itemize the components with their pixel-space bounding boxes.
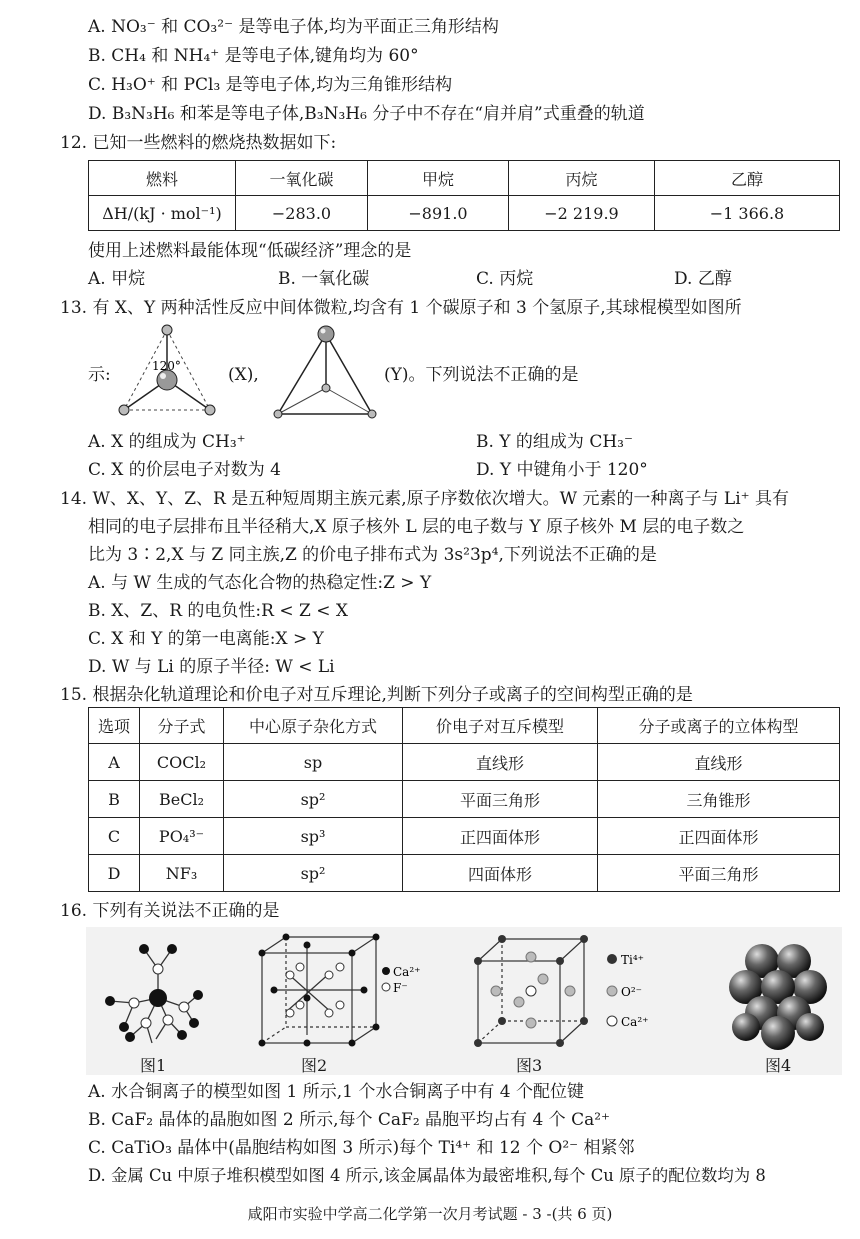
q12-header: 燃料 <box>89 161 236 196</box>
figure-1-label: 图1 <box>140 1056 167 1075</box>
q15-cell: sp³ <box>224 818 403 855</box>
q15-cell: C <box>89 818 140 855</box>
q15-cell: 平面三角形 <box>403 781 598 818</box>
q14-stem-cont: 相同的电子层排布且半径稍大,X 原子核外 L 层的电子数与 Y 原子核外 M 层的电子数之 <box>88 517 745 537</box>
q15-cell: B <box>89 781 140 818</box>
q15-cell: 正四面体形 <box>598 818 840 855</box>
legend2-ca: Ca²⁺ <box>393 965 421 979</box>
q14-stem-cont: 比为 3∶2,X 与 Z 同主族,Z 的价电子排布式为 3s²3p⁴,下列说法不正确的是 <box>88 545 657 565</box>
q15-cell: PO₄³⁻ <box>140 818 224 855</box>
q16-option-a: A. 水合铜离子的模型如图 1 所示,1 个水合铜离子中有 4 个配位键 <box>88 1082 584 1102</box>
q11-option-b: B. CH₄ 和 NH₄⁺ 是等电子体,键角均为 60° <box>88 46 419 66</box>
q12-cell: −2 219.9 <box>509 196 655 231</box>
q14-option-d: D. W 与 Li 的原子半径: W < Li <box>88 657 335 677</box>
q12-stem: 12. 已知一些燃料的燃烧热数据如下: <box>60 133 337 153</box>
q13-option-c: C. X 的价层电子对数为 4 <box>88 460 281 480</box>
q15-cell: 四面体形 <box>403 855 598 892</box>
q16-figures <box>86 927 842 1075</box>
q14-option-b: B. X、Z、R 的电负性:R < Z < X <box>88 601 348 621</box>
q15-header: 选项 <box>89 708 140 744</box>
molecule-y-figure <box>272 322 382 422</box>
angle-label: 120° <box>152 359 181 373</box>
q12-cell: −1 366.8 <box>655 196 840 231</box>
q12-header: 甲烷 <box>368 161 509 196</box>
legend3-o: O²⁻ <box>621 985 642 999</box>
figure-3-label: 图3 <box>516 1056 543 1075</box>
q13-stem-cont: 示: <box>88 365 111 385</box>
q15-cell: sp² <box>224 781 403 818</box>
q15-cell: BeCl₂ <box>140 781 224 818</box>
q12-header: 一氧化碳 <box>236 161 368 196</box>
q13-option-a: A. X 的组成为 CH₃⁺ <box>88 432 246 452</box>
q15-cell: A <box>89 744 140 781</box>
q16-option-b: B. CaF₂ 晶体的晶胞如图 2 所示,每个 CaF₂ 晶胞平均占有 4 个 Ca²⁺ <box>88 1110 611 1130</box>
q13-stem: 13. 有 X、Y 两种活性反应中间体微粒,均含有 1 个碳原子和 3 个氢原子,其球棍模型如图所 <box>60 298 742 318</box>
q15-cell: 平面三角形 <box>598 855 840 892</box>
q12-option-d: D. 乙醇 <box>674 269 732 289</box>
q16-stem: 16. 下列有关说法不正确的是 <box>60 901 280 921</box>
q15-header: 中心原子杂化方式 <box>224 708 403 744</box>
q15-table <box>88 707 840 892</box>
q12-table <box>88 160 840 231</box>
q13-option-b: B. Y 的组成为 CH₃⁻ <box>476 432 633 452</box>
q12-option-c: C. 丙烷 <box>476 269 534 289</box>
q12-option-b: B. 一氧化碳 <box>278 269 370 289</box>
legend3-ti: Ti⁴⁺ <box>621 953 644 967</box>
q12-header: 丙烷 <box>509 161 655 196</box>
q13-tag-x: (X), <box>228 365 259 385</box>
q15-cell: 直线形 <box>598 744 840 781</box>
q12-question: 使用上述燃料最能体现“低碳经济”理念的是 <box>88 241 412 261</box>
q15-cell: D <box>89 855 140 892</box>
q15-cell: sp² <box>224 855 403 892</box>
q16-option-c: C. CaTiO₃ 晶体中(晶胞结构如图 3 所示)每个 Ti⁴⁺ 和 12 个 O²⁻ 相紧邻 <box>88 1138 635 1158</box>
figure-4-label: 图4 <box>765 1056 792 1075</box>
q15-cell: 三角锥形 <box>598 781 840 818</box>
q15-stem: 15. 根据杂化轨道理论和价电子对互斥理论,判断下列分子或离子的空间构型正确的是 <box>60 685 693 705</box>
q12-option-a: A. 甲烷 <box>88 269 146 289</box>
q12-header: 乙醇 <box>655 161 840 196</box>
page-footer: 咸阳市实验中学高二化学第一次月考试题 - 3 -(共 6 页) <box>247 1205 613 1223</box>
q15-header: 分子或离子的立体构型 <box>598 708 840 744</box>
q16-option-d: D. 金属 Cu 中原子堆积模型如图 4 所示,该金属晶体为最密堆积,每个 Cu 原子的配位数均为 8 <box>88 1166 766 1185</box>
q14-stem: 14. W、X、Y、Z、R 是五种短周期主族元素,原子序数依次增大。W 元素的一种离子与 Li⁺ 具有 <box>60 489 790 509</box>
q14-option-c: C. X 和 Y 的第一电离能:X > Y <box>88 629 324 649</box>
q15-cell: NF₃ <box>140 855 224 892</box>
legend3-ca: Ca²⁺ <box>621 1015 649 1029</box>
molecule-x-figure <box>112 322 227 417</box>
legend2-f: F⁻ <box>393 981 408 995</box>
q12-cell: −891.0 <box>368 196 509 231</box>
q14-option-a: A. 与 W 生成的气态化合物的热稳定性:Z > Y <box>88 573 432 593</box>
q11-option-c: C. H₃O⁺ 和 PCl₃ 是等电子体,均为三角锥形结构 <box>88 75 453 95</box>
q15-cell: 正四面体形 <box>403 818 598 855</box>
q15-header: 价电子对互斥模型 <box>403 708 598 744</box>
q11-option-d: D. B₃N₃H₆ 和苯是等电子体,B₃N₃H₆ 分子中不存在“肩并肩”式重叠的轨道 <box>88 104 645 124</box>
q13-option-d: D. Y 中键角小于 120° <box>476 460 648 480</box>
q15-cell: COCl₂ <box>140 744 224 781</box>
q13-tag-y: (Y)。下列说法不正确的是 <box>384 365 579 385</box>
figure-2-label: 图2 <box>301 1056 328 1075</box>
q15-header: 分子式 <box>140 708 224 744</box>
q11-option-a: A. NO₃⁻ 和 CO₃²⁻ 是等电子体,均为平面正三角形结构 <box>88 17 499 37</box>
q12-row-label: ΔH/(kJ · mol⁻¹) <box>89 196 236 231</box>
q12-cell: −283.0 <box>236 196 368 231</box>
q15-cell: sp <box>224 744 403 781</box>
q15-cell: 直线形 <box>403 744 598 781</box>
